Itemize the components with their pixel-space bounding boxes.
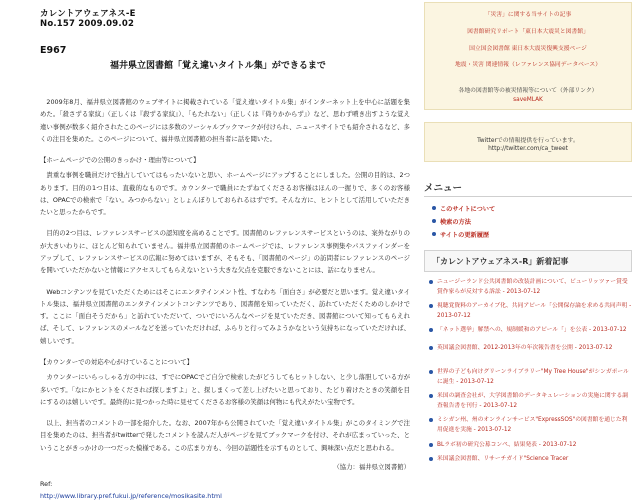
news-item[interactable]: 英国議会図書館、2012-2013年の年次報告書を公開 - 2013-07-12 [429,343,632,353]
twitter-text: Twitterでの情報提供を行っています。 [477,138,579,144]
news-heading-box [424,250,632,272]
masthead-title: カレントアウェアネス-E [40,9,136,19]
link-library-report[interactable]: 図書館研究リポート「東日本大震災と図書館」 [467,29,589,35]
bullet-icon [429,394,433,398]
bullet-icon [429,328,433,332]
paragraph-summary: 以上、担当者のコメントの一部を紹介した。なお、2007年から公開されていた「覚え違いタイトル集」がこのタイミングで注目を集めたのは、担当者がtwitterで発したコメントを読んだ人がページを見てブックマークを付け、それが広まっていった、ということがきっかけの一つだった模様である。この広まり方も、今回の話題性を示すものとして、興味深い点だと思われる。 [40,418,410,452]
article-signature: （協力：福井県立図書館） [333,462,410,471]
bullet-icon [429,418,433,422]
paragraph-entertainment: Webコンテンツを見ていただくためにはそこにエンタテインメント性、すなわち「面白さ」が必要だと思います。覚え違いタイトル集は、福井県立図書館のエンタテインメントコンテンツであり、図書館を知っていただく、訪れていただくためのしかけです。ここに「面白そうだから」と訪れていただいて、ついでにいろんなページを見ていただき、図書館について知ってもらえれば、そして、レファレンスのメールなどを送っていただければ、ふらりと行ってみようかなという気持ちになっていただければ、嬉しいです。 [40,287,410,345]
bullet-icon [432,206,436,210]
bullet-icon [432,219,436,223]
article-body [40,96,410,503]
paragraph-purpose-1: 貴重な事例を職員だけで独占していてはもったいないと思い、ホームページにアップすることにしました。公開の目的は、2つあります。目的の1つ目は、直截的なものです。カウンターで職員にたずねてくださるお客様はほんの一握りで、多くのお客様は、OPACでの検索で「ない。みつからない」としょんぼりしておられるはずです。そんな方に、ヒントとして活用していただきたいと思ったからです。 [40,171,410,217]
masthead-issue: No.157 2009.09.02 [40,19,135,29]
news-item[interactable]: 「ネット選挙」解禁への、規制緩和のアピール「」を公表 - 2013-07-12 [429,325,632,335]
bullet-icon [429,304,433,308]
news-item[interactable]: 視聴覚資料のアーカイブ化、共同アピール「公開保存論を求める共同声明 - 2013-07-12 [429,301,632,321]
paragraph-counter: カウンターにいらっしゃる方の中には、すでにOPACでご自分で検索したがどうしてもヒットしない、と少し落胆している方が多いです。「なにかヒントをくだされば探しますよ」と、探しまくって差し上げたいと思っており、たどり着けたときの笑顔を目にするのは嬉しいです。最終的に見つかった時に見せてくださるお客様の笑顔は何物にも代えがたい宝物です。 [40,373,410,406]
news-item[interactable]: 世界の子ども向けグリーンライブラリー"My Tree House"がシンガポールに誕生 - 2013-07-12 [429,367,632,387]
news-item[interactable]: 米国の調査会社が、大学図書館のデータキュレーションの実施に関する調査報告書を刊行 - 2013-07-12 [429,391,632,411]
news-item[interactable]: ニュージーランド公共図書館の改装計画について、ビューリッツァー賞受賞作家らが反対する訴訟 - 2013-07-12 [429,277,632,297]
bullet-icon [432,232,436,236]
section-heading-reason: 【ホームページでの公開のきっかけ・理由等について】 [40,156,200,165]
menu-divider [424,196,632,197]
link-quake-reference[interactable]: 地震・災害 関連情報（レファレンス協同データベース） [454,62,602,68]
article-title: 福井県立図書館「覚え違いタイトル集」ができるまで [110,61,326,71]
news-item[interactable]: 米国議会図書館、リサーチガイド"Science Tracer [429,454,632,464]
paragraph-intro: 2009年8月、福井県立図書館のウェブサイトに掲載されている「覚え違いタイトル集」がインターネット上を中心に話題を集めた。「殺さずる家紋」（正しくは『殺ずる家紋』）、「もたれない」（正しくは『倚りかからず』）など、思わず噴き出すような覚え違い事例が数多く紹介されたこのページには多数のソーシャルブックマークが付けられ、ニュースサイトでも紹介されるなど、多くの注目を集めた。このページについて、福井県立図書館の担当者に話を聞いた。 [40,98,410,143]
bullet-icon [429,457,433,461]
news-item[interactable]: ミシガン州、州のオンラインサービス"ExpressSOS"の図書館を通じた利用促進を実施 - 2013-07-12 [429,415,632,435]
link-damage-info[interactable]: 各地の図書館等の被災情報等について（外部リンク） [458,88,598,94]
link-savemlak[interactable]: saveMLAK [513,97,543,103]
ref-link[interactable]: http://www.library.pref.fukui.jp/reference/mosikasite.html [40,492,222,501]
news-item[interactable]: BLラボ初の研究公募コンペ、結果発表 - 2013-07-12 [429,440,632,450]
bullet-icon [429,346,433,350]
menu-heading: メニュー [424,183,463,194]
menu-item-update-history[interactable]: サイトの更新履歴 [432,230,489,239]
bullet-icon [429,280,433,284]
bullet-icon [429,370,433,374]
article-id: E967 [40,45,67,56]
menu-item-about[interactable]: このサイトについて [432,204,495,213]
section-heading-counter: 【カウンターでの対応や心がけていることについて】 [40,357,193,366]
link-disaster-articles[interactable]: 「災害」に関する当サイトの記事 [484,12,572,18]
twitter-link[interactable]: http://twitter.com/ca_tweet [488,146,568,152]
disaster-links-box [424,2,632,110]
paragraph-purpose-2: 目的の2つ目は、レファレンスサービスの認知度を高めることです。図書館のレファレンスサービスというのは、案外ながりのが大きいわりに、ほとんど知られていません。福井県立図書館のホームページでは、レファレンス事例集やパスファインダーをアップして、レファレンスサービスの広報に努めてはいますが、そもそも、「図書館のページ」の訪問者にレファレンスのページを開いていただかないと情報にアクセスしてもらえないという大きな欠点を克服できないことには、話になりません。 [40,229,410,275]
bullet-icon [429,443,433,447]
menu-item-search-help[interactable]: 検索の方法 [432,217,471,226]
sidebar [418,0,638,479]
ref-label: Ref: [40,480,53,489]
link-ndl-support[interactable]: 国立国会図書館 東日本大震災復興支援ページ [469,46,587,52]
twitter-box [424,122,632,162]
news-heading: 「カレントアウェアネス-R」新着記事 [432,257,569,266]
